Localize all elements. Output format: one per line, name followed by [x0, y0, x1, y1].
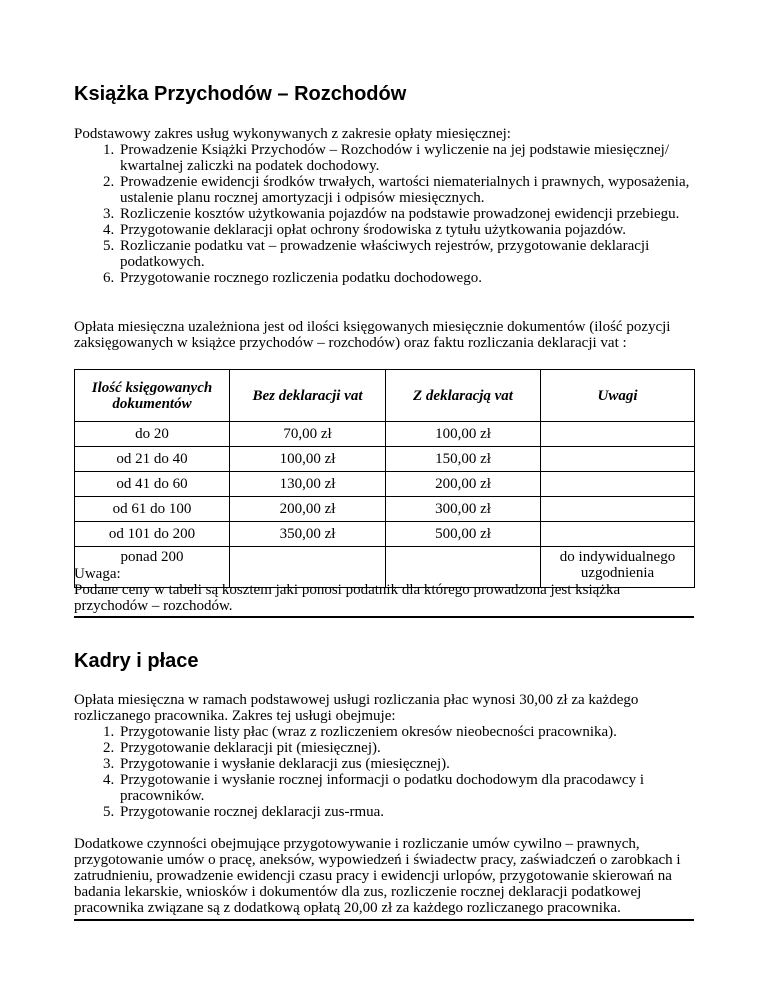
table-row — [75, 472, 695, 497]
table-cell: 130,00 zł — [230, 472, 386, 497]
table-row — [75, 522, 695, 547]
section1-list — [74, 142, 694, 286]
list-item: 3. Przygotowanie i wysłanie deklaracji zus (miesięcznej). — [118, 756, 694, 772]
header-without-vat: Bez deklaracji vat — [230, 370, 386, 422]
section1-intro: Podstawowy zakres usług wykonywanych z zakresie opłaty miesięcznej: — [74, 126, 511, 142]
pricing-table — [74, 369, 695, 588]
table-cell: 200,00 zł — [230, 497, 386, 522]
table-cell: ponad 200 — [75, 547, 230, 588]
section2-intro: Opłata miesięczna w ramach podstawowej usługi rozliczania płac wynosi 30,00 zł za każdego rozliczanego pracownika. Zakres tej usługi obejmuje: — [74, 692, 639, 724]
table-cell: od 21 do 40 — [75, 447, 230, 472]
section2-list — [74, 724, 694, 820]
header-documents: Ilość księgowanych dokumentów — [75, 370, 230, 422]
table-cell: do 20 — [75, 422, 230, 447]
header-with-vat: Z deklaracją vat — [386, 370, 541, 422]
table-cell: od 41 do 60 — [75, 472, 230, 497]
table-cell: 150,00 zł — [386, 447, 541, 472]
table-cell — [541, 522, 695, 547]
extra-services-text: Dodatkowe czynności obejmujące przygotowywanie i rozliczanie umów cywilno – prawnych, przygotowanie umów o pracę, aneksów, wypowiedzeń i świadectw pracy, zaświadczeń o zarobkach i zatrudnieniu, prowadzenie ewidencji czasu pracy i ewidencji urlopów, przygotowanie skierowań na badania lekarskie, wniosków i dokumentów dla zus, rozliczenie rocznej deklaracji podatkowej pracownika związane są z dodatkową opłatą 20,00 zł za każdego rozliczanego pracownika. — [74, 836, 694, 921]
list-item: 3. Rozliczenie kosztów użytkowania pojazdów na podstawie prowadzonej ewidencji przebiegu. — [118, 206, 694, 222]
table-row — [75, 497, 695, 522]
section1-note — [74, 566, 694, 618]
list-item: 6. Przygotowanie rocznego rozliczenia podatku dochodowego. — [118, 270, 694, 286]
table-cell: 200,00 zł — [386, 472, 541, 497]
table-cell: 100,00 zł — [230, 447, 386, 472]
list-item: 5. Przygotowanie rocznej deklaracji zus-rmua. — [118, 804, 694, 820]
list-item: 4. Przygotowanie deklaracji opłat ochrony środowiska z tytułu użytkowania pojazdów. — [118, 222, 694, 238]
list-item: 1. Przygotowanie listy płac (wraz z rozliczeniem okresów nieobecności pracownika). — [118, 724, 694, 740]
header-notes: Uwagi — [541, 370, 695, 422]
note-text: Podane ceny w tabeli są kosztem jaki ponosi podatnik dla którego prowadzona jest książka przychodów – rozchodów. — [74, 582, 621, 614]
list-item: 2. Prowadzenie ewidencji środków trwałych, wartości niematerialnych i prawnych, wyposażenia, ustalenie planu rocznej amortyzacji i odpisów miesięcznych. — [118, 174, 694, 206]
table-cell: od 101 do 200 — [75, 522, 230, 547]
list-item: 4. Przygotowanie i wysłanie rocznej informacji o podatku dochodowym dla pracodawcy i pracowników. — [118, 772, 694, 804]
table-cell: 100,00 zł — [386, 422, 541, 447]
section-title-kadry: Kadry i płace — [74, 650, 199, 672]
table-cell — [541, 472, 695, 497]
list-item: 1. Prowadzenie Książki Przychodów – Rozchodów i wyliczenie na jej podstawie miesięcznej/ kwartalnej zaliczki na podatek dochodowy. — [118, 142, 694, 174]
table-cell: 300,00 zł — [386, 497, 541, 522]
table-row — [75, 422, 695, 447]
table-cell: 500,00 zł — [386, 522, 541, 547]
note-label: Uwaga: — [74, 566, 121, 582]
table-cell: do indywidualnego uzgodnienia — [541, 547, 695, 588]
section-title-ksiazka: Książka Przychodów – Rozchodów — [74, 83, 407, 105]
table-cell: od 61 do 100 — [75, 497, 230, 522]
table-row — [75, 447, 695, 472]
table-cell — [541, 447, 695, 472]
table-cell — [541, 497, 695, 522]
table-cell — [541, 422, 695, 447]
table-header-row — [75, 370, 695, 422]
list-item: 2. Przygotowanie deklaracji pit (miesięcznej). — [118, 740, 694, 756]
table-cell: 350,00 zł — [230, 522, 386, 547]
fee-description: Opłata miesięczna uzależniona jest od ilości księgowanych miesięcznie dokumentów (ilość pozycji zaksięgowanych w książce przychodów – rozchodów) oraz faktu rozliczania deklaracji vat : — [74, 319, 671, 351]
list-item: 5. Rozliczanie podatku vat – prowadzenie właściwych rejestrów, przygotowanie deklaracji podatkowych. — [118, 238, 694, 270]
table-cell: 70,00 zł — [230, 422, 386, 447]
